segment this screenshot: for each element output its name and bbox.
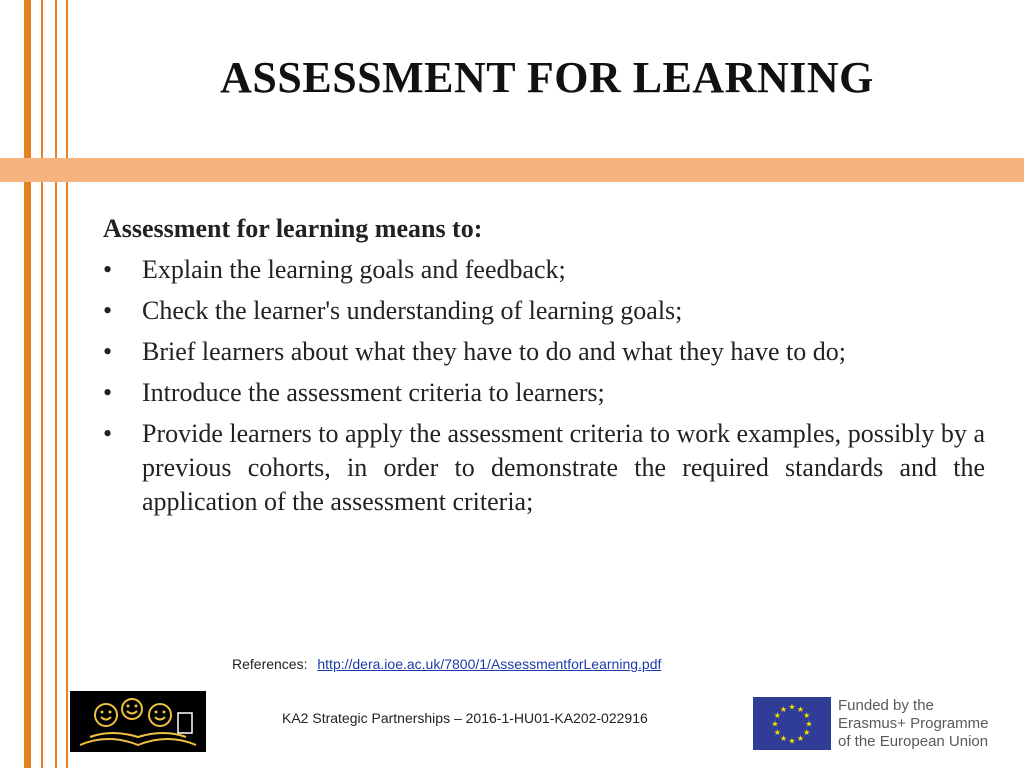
decor-vertical-line-4 (66, 0, 68, 768)
eu-star-icon: ★ (779, 704, 788, 714)
list-item (103, 417, 985, 519)
project-logo (70, 691, 206, 752)
eu-star-icon: ★ (803, 711, 811, 720)
eu-line-3: of the European Union (838, 733, 989, 750)
eu-funding-text (838, 697, 988, 751)
eu-star-icon: ★ (773, 711, 781, 720)
bullet-text: Explain the learning goals and feedback; (142, 255, 566, 284)
decor-horizontal-band (0, 158, 1024, 182)
lead-text: Assessment for learning means to: (103, 214, 483, 243)
bullet-text: Brief learners about what they have to do and what they have to do; (142, 337, 846, 366)
bullet-glyph: • (103, 378, 113, 407)
decor-vertical-line-1 (24, 0, 31, 768)
list-item (103, 294, 985, 328)
bullet-glyph: • (103, 255, 113, 284)
bullet-list (103, 253, 985, 519)
eu-stars-icon (753, 697, 831, 750)
references (232, 656, 661, 672)
decor-vertical-line-2 (41, 0, 43, 768)
eu-line-1: Funded by the (838, 697, 934, 714)
slide-title: ASSESSMENT FOR LEARNING (220, 53, 874, 102)
list-item (103, 253, 985, 287)
eu-star-icon: ★ (773, 728, 781, 737)
bullet-text: Introduce the assessment criteria to learners; (142, 378, 605, 407)
eu-star-icon: ★ (796, 704, 805, 714)
bullet-glyph: • (103, 337, 113, 366)
references-link[interactable]: http://dera.ioe.ac.uk/7800/1/AssessmentforLearning.pdf (317, 656, 662, 672)
eu-star-icon: ★ (796, 734, 805, 744)
eu-line-2: Erasmus+ Programme (838, 715, 989, 732)
list-item (103, 376, 985, 410)
bullet-glyph: • (103, 419, 113, 448)
bullet-text: Provide learners to apply the assessment criteria to work examples, possibly by a previous cohorts, in order to demonstrate the required standards and the application of the assessment criteria; (142, 419, 985, 516)
references-label: References: (232, 656, 308, 672)
eu-star-icon: ★ (803, 728, 811, 737)
eu-star-icon: ★ (788, 702, 796, 712)
list-item (103, 335, 985, 369)
eu-star-icon: ★ (779, 734, 788, 744)
eu-star-icon: ★ (805, 719, 813, 729)
project-logo-icon (70, 691, 206, 752)
bullet-text: Check the learner's understanding of learning goals; (142, 296, 683, 325)
eu-flag-icon (753, 697, 831, 750)
bullet-glyph: • (103, 296, 113, 325)
slide-content (103, 212, 985, 526)
eu-star-icon: ★ (788, 736, 796, 746)
eu-star-icon: ★ (771, 719, 779, 729)
footer-project: KA2 Strategic Partnerships – 2016-1-HU01-KA202-022916 (282, 710, 648, 726)
decor-vertical-line-3 (55, 0, 57, 768)
